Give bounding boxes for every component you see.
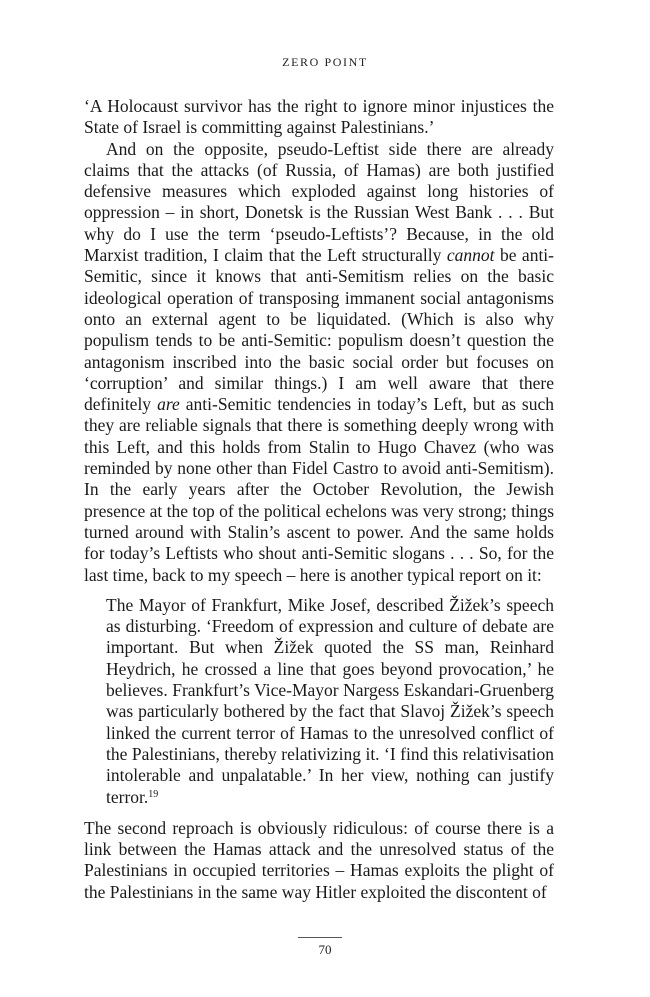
block-quote xyxy=(106,595,554,808)
paragraph-text: anti-Semitic tendencies in today’s Left, but as such they are reliable signals that there is something deeply wrong with this Left, and this holds from Stalin to Hugo Chavez (who was reminded by none other than Fidel Castro to avoid anti-Semitism). In the early years after the October Revolution, the Jewish presence at the top of the political echelons was very strong; things turned around with Stalin’s ascent to power. And the same holds for today’s Leftists who shout anti-Semitic slogans . . . So, for the last time, back to my speech – here is another typical report on it: xyxy=(84,394,554,585)
block-quote-text: The Mayor of Frankfurt, Mike Josef, described Žižek’s speech as disturbing. ‘Freedom of expression and culture of debate are important. But when Žižek quoted the SS man, Reinhard Heydrich, he crossed a line that goes beyond provocation,’ he believes. Frankfurt’s Vice-Mayor Nargess Eskandari-Gruenberg was particularly bothered by the fact that Slavoj Žižek’s speech linked the current terror of Hamas to the unresolved conflict of the Palestinians, thereby relativizing it. ‘I find this relativisation intolerable and unpalatable.’ In her view, nothing can justify terror. xyxy=(106,594,554,807)
footnote-marker: 19 xyxy=(148,788,159,800)
emphasis-are: are xyxy=(157,394,180,415)
paragraph-quote-close: ‘A Holocaust survivor has the right to ignore minor injustices the State of Israel is committing against Palestinians.’ xyxy=(84,96,554,138)
page-number: 70 xyxy=(318,942,332,957)
folio-rule xyxy=(298,937,342,938)
paragraph-text: And on the opposite, pseudo-Leftist side there are already claims that the attacks (of Russia, of Hamas) are both justified defensive measures which exploded against long histories of oppression – in short, Donetsk is the Russian West Bank . . . But why do I use the term ‘pseudo-Leftists’? Because, in the old Marxist tradition, I claim that the Left structurally xyxy=(84,138,554,266)
running-head: ZERO POINT xyxy=(282,55,368,69)
paragraph-second-reproach: The second reproach is obviously ridiculous: of course there is a link between the Hamas attack and the unresolved status of the Palestinians in occupied territories – Hamas exploits the plight of the Palestinians in the same way Hitler exploited the discontent of xyxy=(84,817,554,902)
body-text xyxy=(84,96,554,903)
paragraph-pseudo-leftists xyxy=(84,139,554,586)
emphasis-cannot: cannot xyxy=(446,245,495,266)
paragraph-text: be anti-Semitic, since it knows that anti-Semitism relies on the basic ideological operation of transposing immanent social antagonisms onto an external agent to be liquidated. (Which is also why populism tends to be anti-Semitic: populism doesn’t question the antagonism inscribed into the basic social order but focuses on ‘corruption’ and similar things.) I am well aware that there definitely xyxy=(84,245,554,415)
